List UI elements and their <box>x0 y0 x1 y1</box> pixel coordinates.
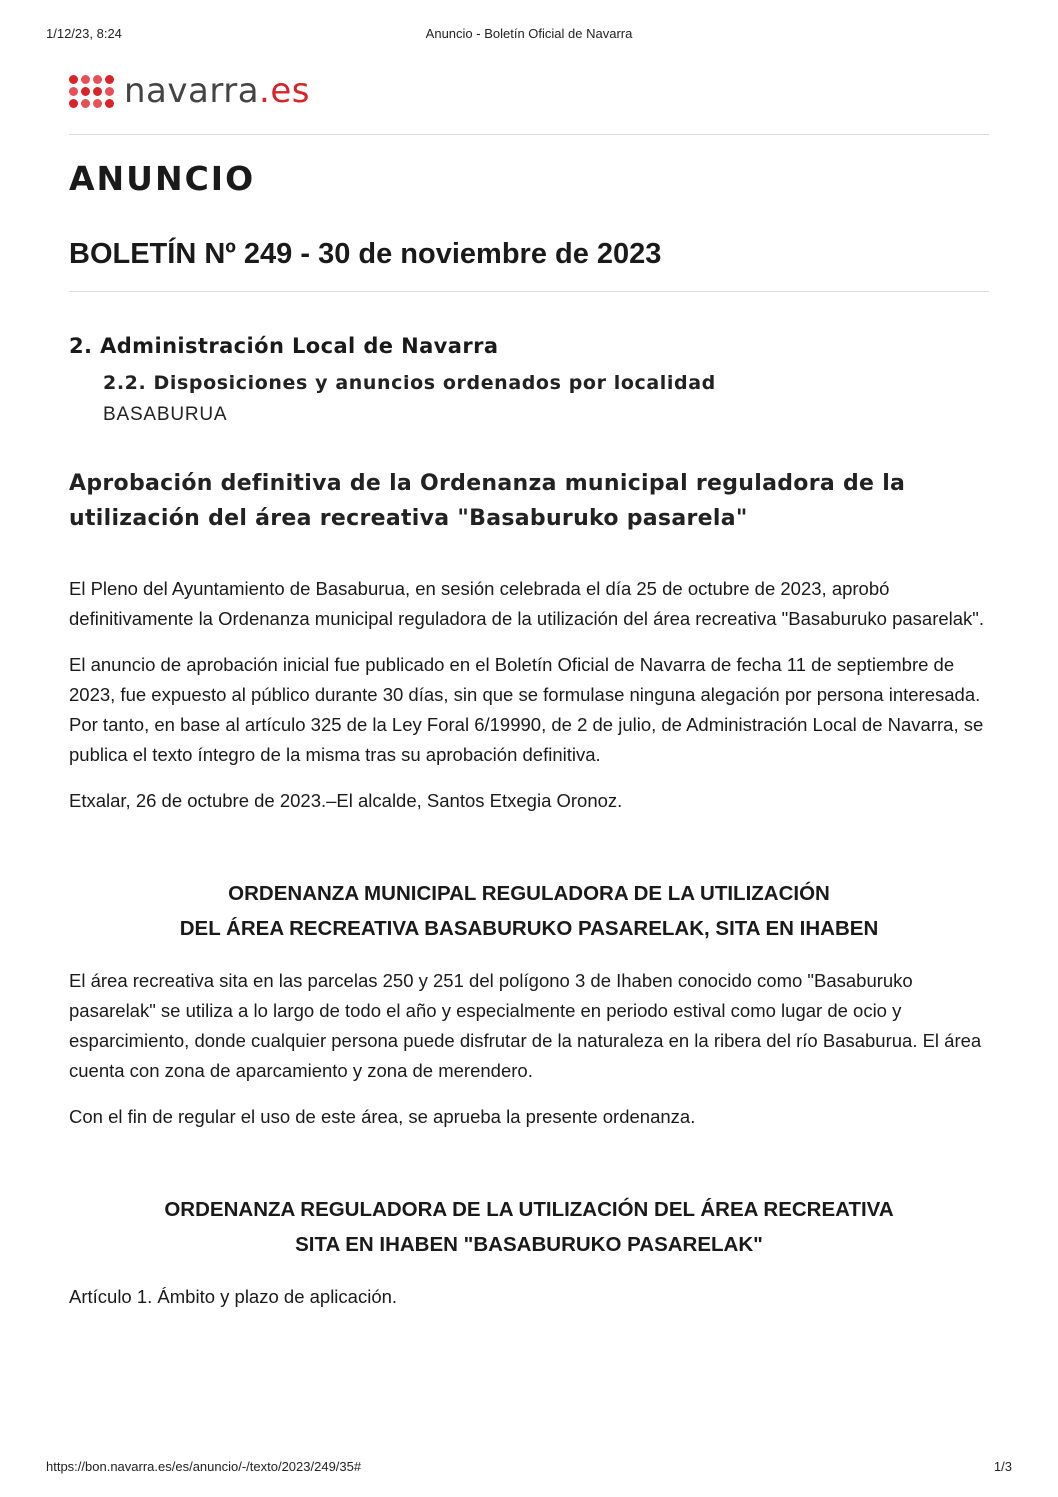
print-datetime: 1/12/23, 8:24 <box>46 26 122 41</box>
locality-label: BASABURUA <box>103 404 228 425</box>
logo-tld: .es <box>259 71 310 111</box>
page-type-heading: ANUNCIO <box>69 159 256 198</box>
navarra-dots-icon <box>69 75 114 108</box>
signature-line: Etxalar, 26 de octubre de 2023.–El alcalde, Santos Etxegia Oronoz. <box>69 790 623 811</box>
page-content <box>69 66 989 1312</box>
ordinance-title-line2: SITA EN IHABEN "BASABURUKO PASARELAK" <box>295 1233 763 1256</box>
ordinance-title <box>69 1192 989 1262</box>
announcement-title-line2: utilización del área recreativa "Basaburuko pasarela" <box>69 506 748 531</box>
ordinance-intro-title-line2: DEL ÁREA RECREATIVA BASABURUKO PASARELAK, SITA EN IHABEN <box>179 917 879 940</box>
logo-wordmark <box>124 71 310 111</box>
ordinance-intro-paragraph: Con el fin de regular el uso de este área, se aprueba la presente ordenanza. <box>69 1106 696 1127</box>
section-heading: 2. Administración Local de Navarra <box>69 334 499 358</box>
announcement-paragraph: El Pleno del Ayuntamiento de Basaburua, en sesión celebrada el día 25 de octubre de 2023, aprobó definitivamente la Ordenanza municipal reguladora de la utilización del área recreativa "Basaburuko pasarelak". <box>69 578 985 629</box>
article-heading: Artículo 1. Ámbito y plazo de aplicación. <box>69 1286 398 1307</box>
print-page-title: Anuncio - Boletín Oficial de Navarra <box>425 26 633 41</box>
print-url: https://bon.navarra.es/es/anuncio/-/texto/2023/249/35# <box>46 1459 362 1474</box>
page-number: 1/3 <box>993 1459 1012 1474</box>
ordinance-intro-title <box>69 876 989 946</box>
ordinance-intro-paragraph: El área recreativa sita en las parcelas 250 y 251 del polígono 3 de Ihaben conocido como "Basaburuko pasarelak" se utiliza a lo largo de todo el año y especialmente en periodo estival como lugar de ocio y esparcimiento, donde cualquier persona puede disfrutar de la naturaleza en la ribera del río Basaburua. El área cuenta con zona de aparcamiento y zona de merendero. <box>69 970 982 1081</box>
logo-name: navarra <box>124 71 260 111</box>
announcement-paragraph: El anuncio de aprobación inicial fue publicado en el Boletín Oficial de Navarra de fecha 11 de septiembre de 2023, fue expuesto al público durante 30 días, sin que se formulase ninguna alegación por persona interesada. Por tanto, en base al artículo 325 de la Ley Foral 6/19990, de 2 de julio, de Administración Local de Navarra, se publica el texto íntegro de la misma tras su aprobación definitiva. <box>69 654 984 765</box>
ordinance-title-line1: ORDENANZA REGULADORA DE LA UTILIZACIÓN DEL ÁREA RECREATIVA <box>164 1198 894 1221</box>
navarra-logo[interactable] <box>69 66 989 116</box>
subsection-heading: 2.2. Disposiciones y anuncios ordenados por localidad <box>103 372 716 394</box>
bulletin-heading: BOLETÍN Nº 249 - 30 de noviembre de 2023 <box>69 238 662 270</box>
announcement-title <box>69 466 989 536</box>
bulletin-divider <box>69 291 989 292</box>
header-divider <box>69 134 989 135</box>
announcement-title-line1: Aprobación definitiva de la Ordenanza municipal reguladora de la <box>69 471 906 496</box>
ordinance-intro-title-line1: ORDENANZA MUNICIPAL REGULADORA DE LA UTILIZACIÓN <box>228 882 830 905</box>
